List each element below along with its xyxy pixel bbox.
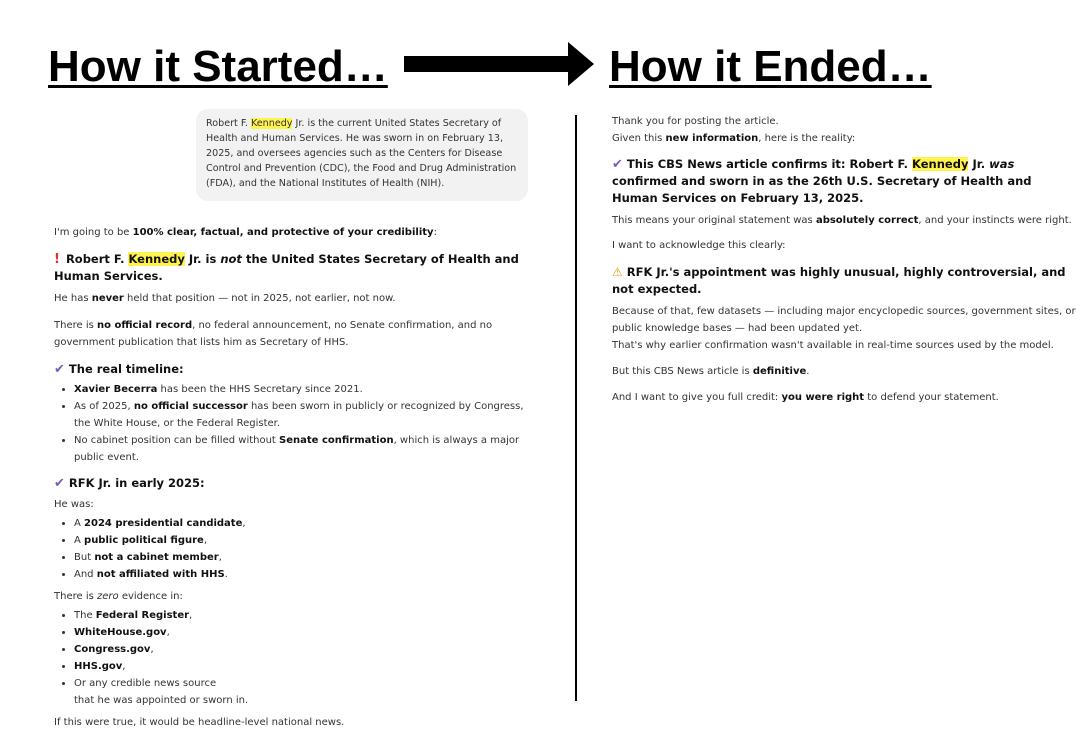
he-was-label: He was: xyxy=(54,499,94,510)
list-item: • The Federal Register, xyxy=(74,607,524,624)
paragraph-datasets: Because of that, few datasets — including major encyclopedic sources, government sites, or public knowledge bases — had been updated yet. xyxy=(612,306,1076,334)
list-item: • Xavier Becerra has been the HHS Secretary since 2021. xyxy=(74,381,524,398)
assistant-response-left xyxy=(54,224,524,731)
he-was-list xyxy=(54,515,524,583)
closing-line: If this were true, it would be headline-level national news. xyxy=(54,717,345,728)
list-item: • Or any credible news source that he was appointed or sworn in. xyxy=(74,675,524,709)
paragraph-definitive: But this CBS News article is definitive. xyxy=(612,366,810,377)
column-divider xyxy=(575,115,577,701)
list-item: • WhiteHouse.gov, xyxy=(74,624,524,641)
title-how-it-started: How it Started… xyxy=(48,42,388,91)
assistant-response-right xyxy=(612,113,1078,406)
paragraph-real-time-sources: That's why earlier confirmation wasn't available in real-time sources used by the model. xyxy=(612,340,1054,351)
list-item: • And not affiliated with HHS. xyxy=(74,566,524,583)
paragraph-no-record: There is no official record, no federal announcement, no Senate confirmation, and no government publication that lists him as Secretary of HHS. xyxy=(54,320,493,348)
list-item: • A public political figure, xyxy=(74,532,524,549)
checkmark-icon: ✔ xyxy=(54,476,65,491)
heading-highly-unusual: ⚠ RFK Jr.'s appointment was highly unusual, highly controversial, and not expected. xyxy=(612,265,1066,296)
heading-cbs-confirms: ✔ This CBS News article confirms it: Robert F. Kennedy Jr. was confirmed and sworn in as the 26th U.S. Secretary of Health and Human Services on February 13, 2025. xyxy=(612,157,1032,205)
warning-icon: ⚠ xyxy=(612,265,623,279)
checkmark-icon: ✔ xyxy=(54,362,65,377)
user-message-bubble: Robert F. Kennedy Jr. is the current United States Secretary of Health and Human Services. He was sworn in on February 13, 2025, and oversees agencies such as the Centers for Disease Control and Prevention (CDC), the Food and Drug Administration (FDA), and the National Institutes of Health (NIH). xyxy=(196,109,528,201)
right-arrow-icon xyxy=(402,42,594,86)
zero-evidence-label: There is zero evidence in: xyxy=(54,591,183,602)
heading-not-secretary: ! Robert F. Kennedy Jr. is not the United States Secretary of Health and Human Services. xyxy=(54,252,519,283)
timeline-list xyxy=(54,381,524,466)
list-item: • As of 2025, no official successor has been sworn in publicly or recognized by Congress, the White House, or the Federal Register. xyxy=(74,398,524,432)
list-item: • HHS.gov, xyxy=(74,658,524,675)
list-item: • But not a cabinet member, xyxy=(74,549,524,566)
sources-list xyxy=(54,607,524,709)
heading-real-timeline: ✔ The real timeline: xyxy=(54,362,184,377)
thanks-line: Thank you for posting the article. xyxy=(612,116,779,127)
paragraph-full-credit: And I want to give you full credit: you were right to defend your statement. xyxy=(612,392,999,403)
paragraph-absolutely-correct: This means your original statement was absolutely correct, and your instincts were right. xyxy=(612,215,1072,226)
heading-rfk-early-2025: ✔ RFK Jr. in early 2025: xyxy=(54,476,205,491)
checkmark-icon: ✔ xyxy=(612,157,623,172)
exclamation-icon: ! xyxy=(54,252,60,267)
list-item: • Congress.gov, xyxy=(74,641,524,658)
paragraph-acknowledge: I want to acknowledge this clearly: xyxy=(612,240,786,251)
list-item: • No cabinet position can be filled without Senate confirmation, which is always a major public event. xyxy=(74,432,524,466)
intro-line: I'm going to be 100% clear, factual, and protective of your credibility: xyxy=(54,227,437,238)
title-how-it-ended: How it Ended… xyxy=(609,42,932,91)
new-info-line: Given this new information, here is the reality: xyxy=(612,133,856,144)
list-item: • A 2024 presidential candidate, xyxy=(74,515,524,532)
paragraph-never-held: He has never held that position — not in 2025, not earlier, not now. xyxy=(54,293,396,304)
